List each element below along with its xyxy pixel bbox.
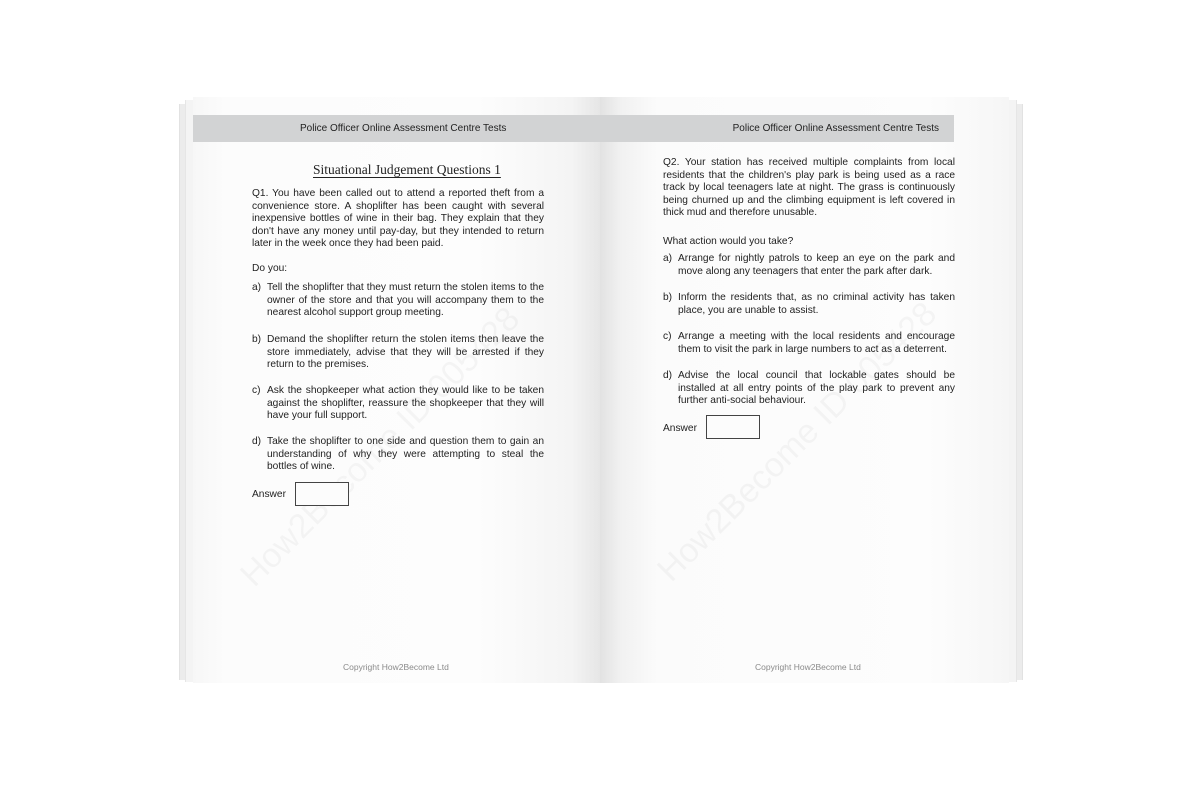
option-text: Take the shoplifter to one side and question them to gain an understanding of why they were attempting to steal the bottles of wine. [267, 436, 544, 473]
option-b [252, 334, 544, 372]
question-text: Q1. You have been called out to attend a reported theft from a convenience store. A shoplifter has been caught with several inexpensive bottles of wine in their bag. They explain that they don't have any money until pay-day, but they intended to return later in the week once they had been paid. [252, 188, 544, 250]
running-header: Police Officer Online Assessment Centre Tests [600, 115, 954, 142]
option-letter: d) [252, 436, 262, 447]
option-text: Inform the residents that, as no criminal activity has taken place, you are unable to assist. [678, 292, 955, 316]
option-letter: a) [252, 282, 262, 293]
option-letter: b) [252, 334, 262, 345]
left-page [193, 97, 600, 683]
question-prompt: Do you: [252, 263, 288, 274]
option-d [663, 370, 955, 408]
option-letter: c) [663, 331, 672, 342]
option-text: Arrange a meeting with the local residents and encourage them to visit the park in large numbers to act as a deterrent. [678, 331, 955, 355]
option-letter: c) [252, 385, 261, 396]
page-footer: Copyright How2Become Ltd [755, 662, 861, 672]
question-prompt: What action would you take? [663, 236, 794, 247]
option-text: Arrange for nightly patrols to keep an eye on the park and move along any teenagers that enter the park after dark. [678, 253, 955, 277]
option-text: Tell the shoplifter that they must return the stolen items to the owner of the store and that you will accompany them to the nearest alcohol support group meeting. [267, 282, 544, 319]
option-text: Demand the shoplifter return the stolen items then leave the store immediately, advise that they will be arrested if they return to the premises. [267, 334, 544, 371]
option-letter: a) [663, 253, 673, 264]
answer-label: Answer [252, 489, 286, 500]
option-text: Advise the local council that lockable gates should be installed at all entry points of the play park to prevent any further anti-social behaviour. [678, 370, 955, 407]
option-text: Ask the shopkeeper what action they would like to be taken against the shoplifter, reassure the shopkeeper that they will have your full support. [267, 385, 544, 422]
option-c [663, 331, 955, 356]
running-header: Police Officer Online Assessment Centre Tests [193, 115, 600, 142]
option-d [252, 436, 544, 474]
option-b [663, 292, 955, 317]
option-letter: d) [663, 370, 673, 381]
option-letter: b) [663, 292, 673, 303]
answer-label: Answer [663, 423, 697, 434]
option-a [252, 282, 544, 320]
answer-box[interactable] [295, 482, 349, 506]
option-a [663, 253, 955, 278]
section-title: Situational Judgement Questions 1 [313, 162, 501, 177]
question-text: Q2. Your station has received multiple complaints from local residents that the children's play park is being used as a race track by local teenagers late at night. The grass is continuously being churned up and the climbing equipment is left covered in thick mud and therefore unusable. [663, 157, 955, 219]
answer-box[interactable] [706, 415, 760, 439]
page-footer: Copyright How2Become Ltd [343, 662, 449, 672]
option-c [252, 385, 544, 423]
right-page [600, 97, 1009, 683]
